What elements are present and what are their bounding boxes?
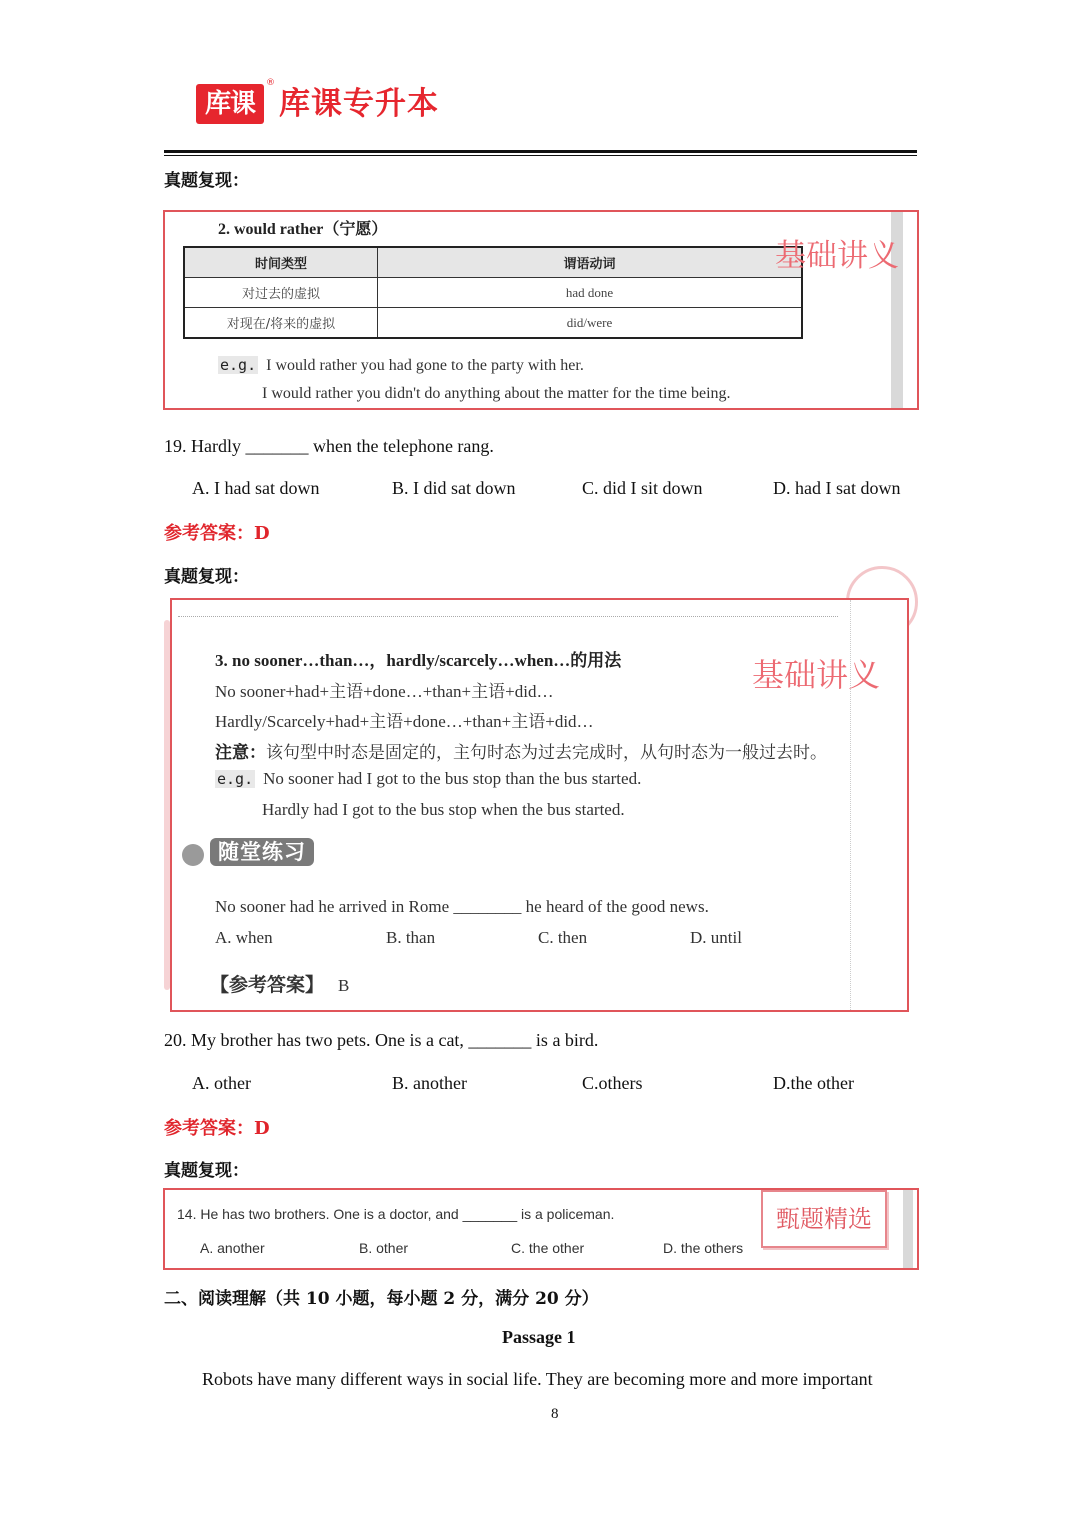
box2-title: 3. no sooner…than…，hardly/scarcely…when…的用法 (215, 651, 622, 670)
page-number: 8 (551, 1406, 559, 1422)
box3-option-a: A. another (200, 1240, 265, 1256)
section-2-heading: 二、阅读理解（共 10 小题，每小题 2 分，满分 20 分） (164, 1289, 599, 1309)
other-excerpt (163, 1188, 919, 1270)
q19-answer: 参考答案：D (164, 523, 270, 544)
pattern-no-sooner: No sooner+had+主语+done…+than+主语+did… (215, 682, 554, 701)
practice-banner (182, 836, 314, 866)
question-19-stem: 19. Hardly _______ when the telephone rang. (164, 436, 494, 456)
table-head-cell: 谓语动词 (378, 247, 803, 278)
table-row (184, 278, 802, 308)
box1-title: 2. would rather（宁愿） (218, 221, 388, 238)
header-rule-thick (164, 150, 917, 153)
practice-option-c: C. then (538, 928, 588, 947)
would-rather-excerpt (163, 210, 919, 410)
box1-example-1 (218, 356, 584, 375)
tense-table (183, 246, 803, 339)
note-text: 该句型中时态是固定的，主句时态为过去完成时，从句时态为一般过去时。 (266, 743, 827, 762)
zhenti-stamp: 甄题精选 (761, 1190, 887, 1248)
table-head-cell: 时间类型 (184, 247, 378, 278)
example-sentence: No sooner had I got to the bus stop than the bus started. (263, 769, 642, 788)
table-cell: had done (378, 278, 803, 308)
note-line (215, 738, 827, 763)
eg-tag: e.g. (220, 356, 257, 374)
header-rule-thin (164, 155, 917, 156)
q19-option-a: A. I had sat down (192, 478, 320, 498)
watermark-jichu: 基础讲义 (775, 238, 899, 274)
scan-edge-strip (903, 1190, 913, 1268)
box2-example-2: Hardly had I got to the bus stop when the bus started. (262, 800, 625, 819)
table-cell: 对过去的虚拟 (184, 278, 378, 308)
logo-mark: 库课 (196, 84, 264, 124)
review-label-3: 真题复现： (164, 1161, 249, 1181)
eg-tag: e.g. (217, 770, 254, 788)
box1-example-2: I would rather you didn't do anything about the matter for the time being. (262, 385, 731, 402)
q20-option-a: A. other (192, 1073, 251, 1093)
note-label: 注意： (215, 743, 266, 763)
practice-answer (210, 970, 349, 997)
practice-banner-label: 随堂练习 (210, 838, 314, 866)
box3-option-c: C. the other (511, 1240, 585, 1256)
table-row (184, 308, 802, 339)
q19-option-b: B. I did sat down (392, 478, 516, 498)
registered-mark: ® (266, 78, 275, 88)
question-20-stem: 20. My brother has two pets. One is a cat, _______ is a bird. (164, 1030, 599, 1050)
example-sentence: I would rather you had gone to the party with her. (266, 357, 584, 374)
box3-stem: 14. He has two brothers. One is a doctor, and _______ is a policeman. (177, 1206, 615, 1222)
dotted-rule (178, 616, 838, 617)
pattern-hardly: Hardly/Scarcely+had+主语+done…+than+主语+did… (215, 712, 594, 731)
practice-option-b: B. than (386, 928, 436, 947)
watermark-jichu: 基础讲义 (752, 656, 881, 694)
table-cell: 对现在/将来的虚拟 (184, 308, 378, 339)
passage-title: Passage 1 (502, 1327, 576, 1347)
q20-option-b: B. another (392, 1073, 467, 1093)
logo-name: 库课专升本 (279, 86, 439, 122)
table-cell: did/were (378, 308, 803, 339)
table-header-row (184, 247, 802, 278)
practice-answer-value: B (338, 976, 350, 995)
q19-option-c: C. did I sit down (582, 478, 703, 498)
box2-example-1 (215, 769, 641, 789)
review-label-2: 真题复现： (164, 567, 249, 587)
practice-option-a: A. when (215, 928, 273, 947)
q20-option-d: D.the other (773, 1073, 854, 1093)
passage-text: Robots have many different ways in social life. They are becoming more and more important (202, 1369, 873, 1389)
practice-stem: No sooner had he arrived in Rome ________ he heard of the good news. (215, 897, 709, 916)
q19-option-d: D. had I sat down (773, 478, 901, 498)
q20-answer: 参考答案：D (164, 1118, 270, 1139)
no-sooner-excerpt (170, 598, 909, 1012)
practice-option-d: D. until (690, 928, 742, 947)
practice-answer-label: 【参考答案】 (210, 974, 325, 996)
mascot-icon (182, 844, 204, 866)
box3-option-d: D. the others (663, 1240, 744, 1256)
q20-option-c: C.others (582, 1073, 643, 1093)
review-label-1: 真题复现： (164, 171, 249, 191)
box3-option-b: B. other (359, 1240, 409, 1256)
